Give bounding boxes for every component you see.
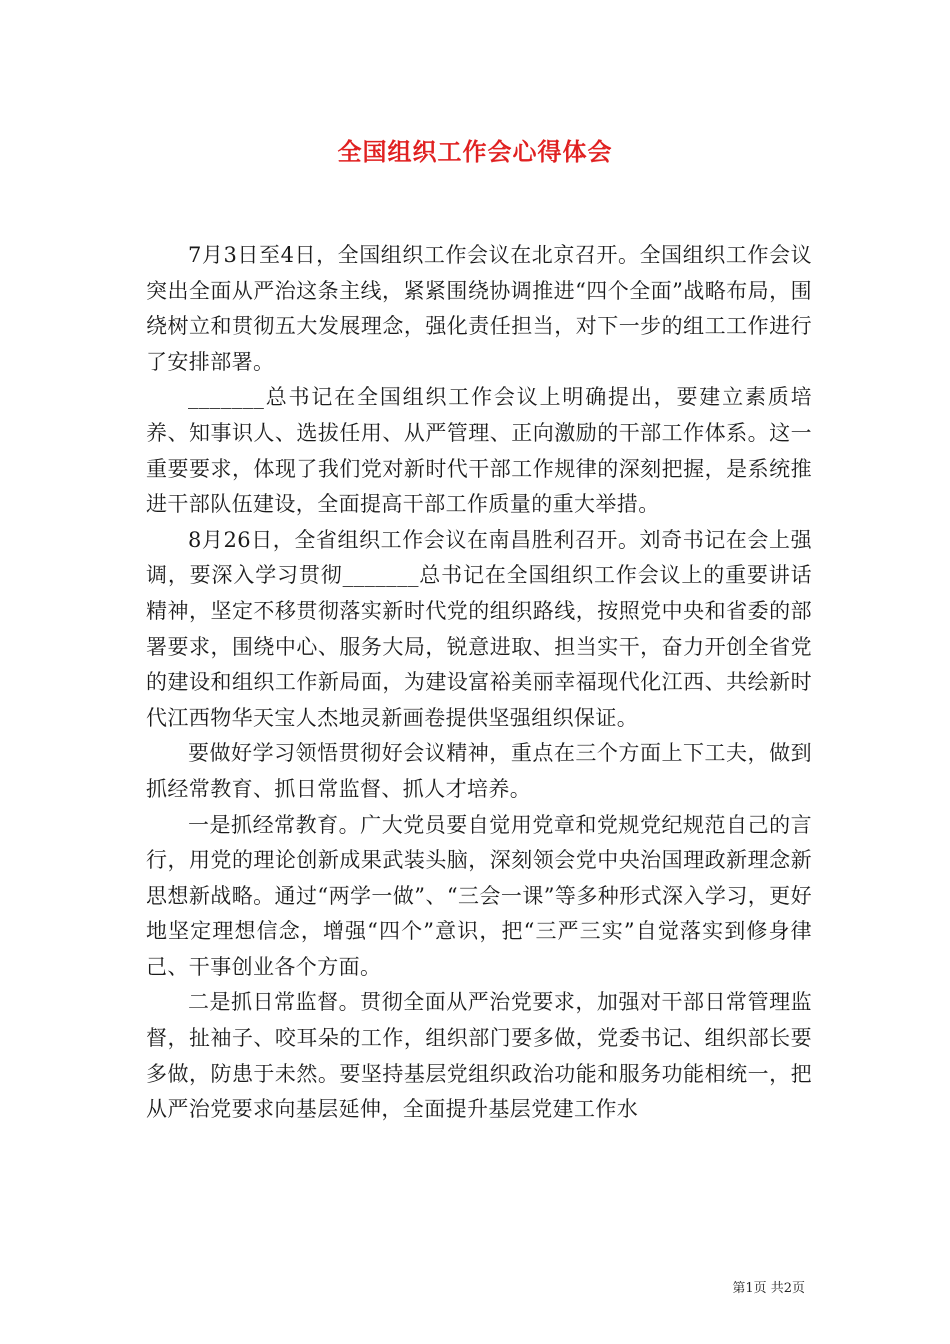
- paragraph-2: _______总书记在全国组织工作会议上明确提出，要建立素质培养、知事识人、选拔任用、从严管理、正向激励的干部工作体系。这一重要要求，体现了我们党对新时代干部工作规律的深刻把握，是系统推进干部队伍建设，全面提高干部工作质量的重大举措。: [146, 385, 812, 517]
- paragraph-3: 8月26日，全省组织工作会议在南昌胜利召开。刘奇书记在会上强调，要深入学习贯彻_______总书记在全国组织工作会议上的重要讲话精神，坚定不移贯彻落实新时代党的组织路线，按照党中央和省委的部署要求，围绕中心、服务大局，锐意进取、担当实干，奋力开创全省党的建设和组织工作新局面，为建设富裕美丽幸福现代化江西、共绘新时代江西物华天宝人杰地灵新画卷提供坚强组织保证。: [146, 527, 812, 730]
- paragraph-5: 一是抓经常教育。广大党员要自觉用党章和党规党纪规范自己的言行，用党的理论创新成果武装头脑，深刻领会党中央治国理政新理念新思想新战略。通过“两学一做”、“三会一课”等多种形式深入学习，更好地坚定理想信念，增强“四个”意识，把“三严三实”自觉落实到修身律己、干事创业各个方面。: [146, 812, 812, 979]
- paragraph-1: 7月3日至4日，全国组织工作会议在北京召开。全国组织工作会议突出全面从严治这条主线，紧紧围绕协调推进“四个全面”战略布局，围绕树立和贯彻五大发展理念，强化责任担当，对下一步的组工工作进行了安排部署。: [146, 243, 812, 374]
- page-number-footer: 第1页 共2页: [732, 1281, 805, 1296]
- document-title: 全国组织工作会心得体会: [337, 137, 613, 166]
- paragraph-6: 二是抓日常监督。贯彻全面从严治党要求，加强对干部日常管理监督，扯袖子、咬耳朵的工作，组织部门要多做，党委书记、组织部长要多做，防患于未然。要坚持基层党组织政治功能和服务功能相统一，把从严治党要求向基层延伸，全面提升基层党建工作水: [146, 990, 812, 1122]
- document-body: [146, 238, 812, 1128]
- paragraph-4: 要做好学习领悟贯彻好会议精神，重点在三个方面上下工夫，做到抓经常教育、抓日常监督、抓人才培养。: [146, 741, 812, 801]
